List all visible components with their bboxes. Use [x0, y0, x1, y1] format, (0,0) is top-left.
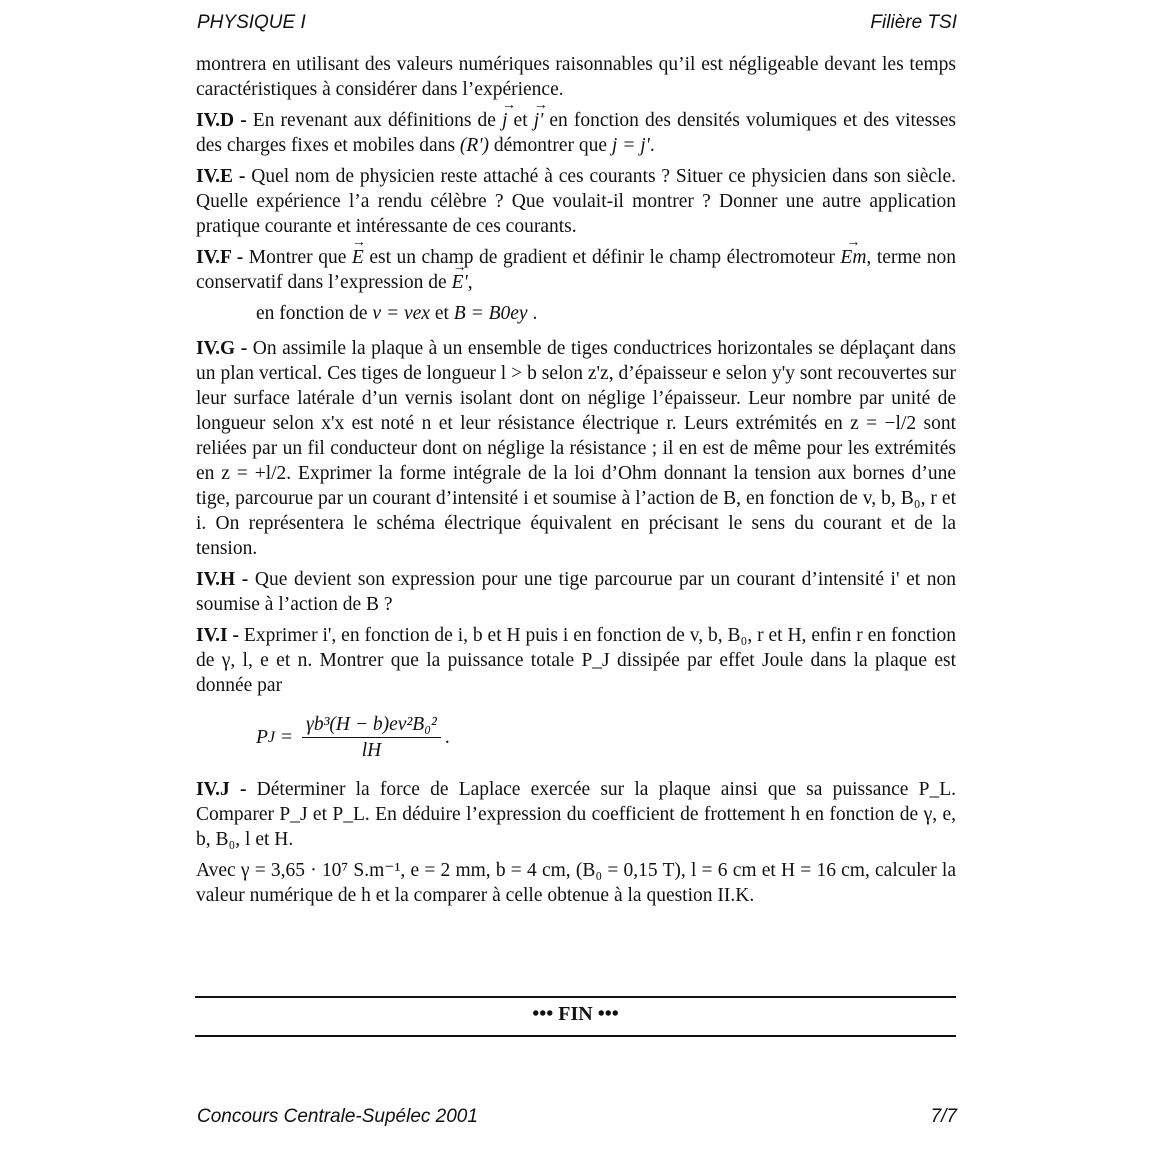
page-body	[196, 52, 956, 914]
formula-joule-power: P J = $\frac{\text{γb³(H − b)ev²B₀²}}{lH}$ .	[256, 714, 450, 761]
question-label: IV.F -	[196, 247, 244, 268]
divider-bottom	[195, 1035, 956, 1037]
question-IVD: IV.D - En revenant aux définitions de → j et → j' en fonction des densités volumiques et des vitesses des charges fixes et mobiles dans (R') démontrer que j = j'.	[196, 108, 956, 158]
question-IVF: IV.F - Montrer que → E est un champ de gradient et définir le champ électromoteur → Em, terme non conservatif dans l’expression de → E',	[196, 245, 956, 295]
footer-contest: Concours Centrale-Supélec 2001	[197, 1106, 478, 1127]
equation-j-jprime: j = j'	[611, 135, 650, 156]
vector-j-prime: → j'	[534, 108, 544, 133]
question-IVE: IV.E - Quel nom de physicien reste attaché à ces courants ? Situer ce physicien dans son siècle. Quelle expérience l’a rendu célèbre ? Que voulait-il montrer ? Donner une autre application pratique courante et intéressante de ces courants.	[196, 166, 956, 237]
equation-B: B = B0ey	[453, 303, 528, 324]
fraction	[302, 712, 441, 763]
question-label: IV.I -	[196, 625, 240, 646]
question-IVG: IV.G - On assimile la plaque à un ensemble de tiges conductrices horizontales se déplaçant dans un plan vertical. Ces tiges de longueur l > b selon z'z, d’épaisseur e selon y'y sont recouvertes sur leur surface latérale d’un vernis isolant dont on néglige l’épaisseur. Leur nombre par unité de longueur selon x'x est noté n et leur résistance électrique r. Leurs extrémités en z = −l/2 sont reliées par un fil conducteur dont on néglige la résistance ; il en est de même pour les extrémités en z = +l/2. Exprimer la forme intégrale de la loi d’Ohm donnant la tension aux bornes d’une tige, parcourue par un courant d’intensité i et soumise à l’action de B, en fonction de v, b, B₀, r et i. On représentera le schéma électrique équivalent en précisant le sens du courant et de la tension.	[196, 338, 956, 559]
end-marker: ••• FIN •••	[532, 1003, 619, 1025]
vector-E: → E	[352, 245, 364, 270]
question-IVH: IV.H - Que devient son expression pour une tige parcourue par un courant d’intensité i' et non soumise à l’action de B ?	[196, 569, 956, 615]
intro-paragraph: montrera en utilisant des valeurs numériques raisonnables qu’il est négligeable devant les temps caractéristiques à considérer dans l’expérience.	[196, 54, 956, 100]
vector-E-prime: → E'	[452, 270, 468, 295]
question-label: IV.H -	[196, 569, 249, 590]
divider-top	[195, 996, 956, 998]
page-header	[197, 12, 957, 34]
formula-v-B: en fonction de v = vex et B = B0ey .	[256, 303, 538, 324]
frame-Rprime: (R')	[459, 135, 489, 156]
header-track: Filière TSI	[870, 12, 957, 33]
question-label: IV.D -	[196, 110, 247, 131]
vector-j: → j	[502, 108, 507, 133]
question-IVI: IV.I - Exprimer i', en fonction de i, b et H puis i en fonction de v, b, B₀, r et H, enfin r en fonction de γ, l, e et n. Montrer que la puissance totale P_J dissipée par effet Joule dans la plaque est donnée par	[196, 625, 956, 696]
question-IVJ: IV.J - Déterminer la force de Laplace exercée sur la plaque ainsi que sa puissance P_L. Comparer P_J et P_L. En déduire l’expression du coefficient de frottement h en fonction de γ, e, b, B₀, l et H.	[196, 779, 956, 850]
question-label: IV.E -	[196, 166, 246, 187]
numeric-values-paragraph: Avec γ = 3,65 · 10⁷ S.m⁻¹, e = 2 mm, b = 4 cm, (B₀ = 0,15 T), l = 6 cm et H = 16 cm, calculer la valeur numérique de h et la comparer à celle obtenue à la question II.K.	[196, 860, 956, 906]
question-label: IV.J -	[196, 779, 247, 800]
equation-v: v = vex	[372, 303, 430, 324]
fraction-denominator: lH	[361, 740, 382, 761]
page-number: 7/7	[930, 1106, 957, 1127]
vector-Em: → Em	[840, 245, 866, 270]
header-subject: PHYSIQUE I	[197, 12, 306, 33]
page-footer	[197, 1106, 957, 1128]
fraction-numerator: γb³(H − b)ev²B₀²	[302, 712, 441, 738]
question-label: IV.G -	[196, 338, 248, 359]
